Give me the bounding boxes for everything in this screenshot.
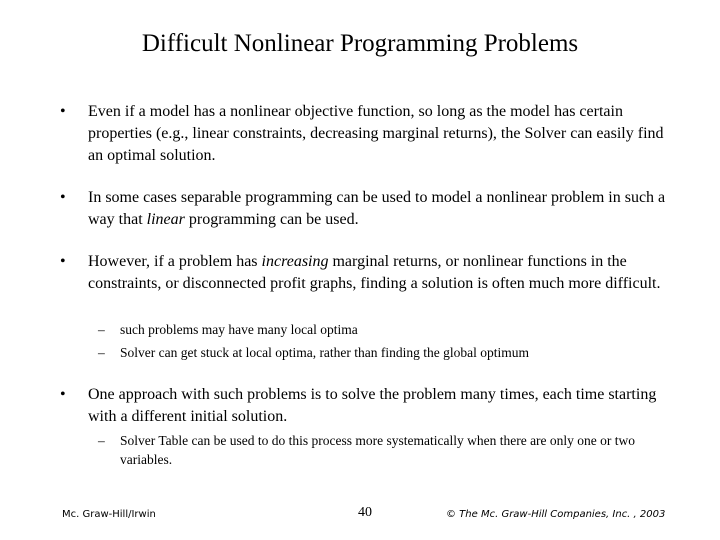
bullet-text-part: marginal returns, or nonlinear functions in the constraints, or disconnected profit graphs, finding a solution is often much more difficult. [88,253,661,292]
copyright-text: The Mc. Graw-Hill Companies, Inc. , 2003 [456,509,666,520]
sub-bullet-text: such problems may have many local optima [120,322,358,337]
bullet-text-part: One approach with such problems is to solve the problem many times, each time starting with a different initial solution. [88,386,657,425]
bullet-marker: • [60,103,66,120]
bullet-text [88,251,668,295]
bullet-marker: • [60,386,66,403]
page-number: 40 [358,505,372,520]
bullet-marker: • [60,189,66,206]
slide-title: Difficult Nonlinear Programming Problems [141,30,579,57]
sub-bullet-marker: – [98,322,105,337]
bullet-text-emphasis: increasing [261,253,329,270]
sub-bullet-marker: – [98,345,105,360]
sub-bullet-text: Solver can get stuck at local optima, rather than finding the global optimum [120,345,530,360]
sub-bullet-marker: – [98,433,105,448]
bullet-text-part: However, if a problem has [88,253,262,270]
bullet-marker: • [60,253,66,270]
sub-bullet-text: Solver Table can be used to do this process more systematically when there are only one or two variables. [120,433,636,467]
bullet-text-part: programming can be used. [184,211,359,228]
bullet-text [88,101,668,167]
bullet-text-part: Even if a model has a nonlinear objective function, so long as the model has certain properties (e.g., linear constraints, decreasing marginal returns), the Solver can easily find an optimal solution. [88,103,664,164]
bullet-text [88,187,668,231]
footer-copyright [446,508,665,522]
footer-publisher: Mc. Graw-Hill/Irwin [62,509,156,520]
bullet-text-emphasis: linear [146,211,185,228]
bullet-text-part: In some cases separable programming can be used to model a nonlinear problem in such a way that [88,189,666,228]
copyright-symbol: © [446,509,456,520]
bullet-text [88,384,668,428]
